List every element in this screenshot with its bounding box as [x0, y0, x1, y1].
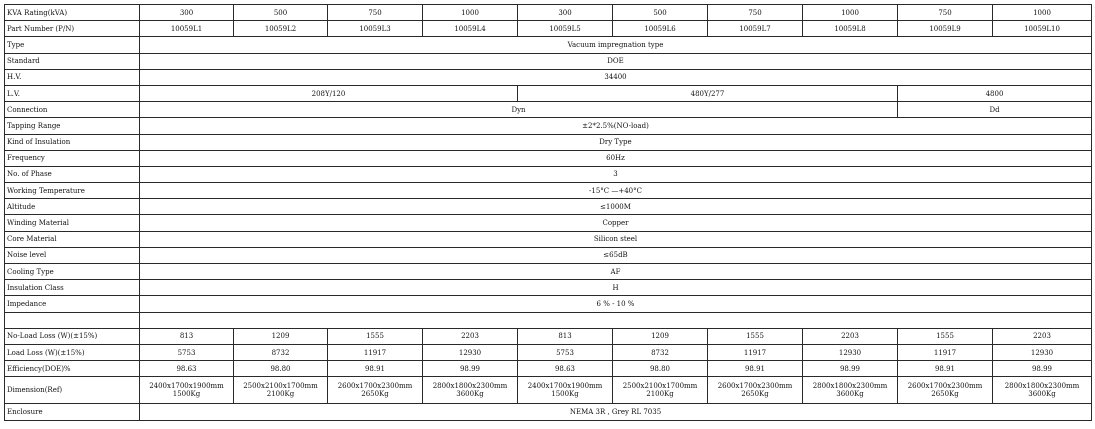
- dimension-cell: [423, 377, 518, 404]
- dimension-weight: 2100Kg: [646, 390, 674, 399]
- value-cell: 300: [140, 5, 234, 21]
- row-label: Core Material: [5, 231, 140, 247]
- value-cell: 1000: [993, 5, 1092, 21]
- row-label: Noise level: [5, 247, 140, 263]
- value-cell: 12930: [423, 344, 518, 360]
- table-row: [5, 231, 1092, 247]
- dimension-size: 2400x1700x1900mm: [149, 382, 224, 391]
- value-cell: 60Hz: [140, 150, 1092, 166]
- value-cell: 10059L5: [518, 21, 613, 37]
- table-row: [5, 361, 1092, 377]
- spec-table: [4, 4, 1092, 421]
- row-label: Efficiency(DOE)%: [5, 361, 140, 377]
- table-row: [5, 215, 1092, 231]
- row-label: H.V.: [5, 69, 140, 85]
- dimension-weight: 3600Kg: [456, 390, 484, 399]
- row-label: Insulation Class: [5, 280, 140, 296]
- row-label: Standard: [5, 53, 140, 69]
- value-cell: Copper: [140, 215, 1092, 231]
- value-cell: 34400: [140, 69, 1092, 85]
- value-cell: 98.63: [518, 361, 613, 377]
- table-row: [5, 102, 1092, 118]
- value-cell: 500: [613, 5, 708, 21]
- dimension-size: 2800x1800x2300mm: [1004, 382, 1080, 391]
- table-row: [5, 296, 1092, 312]
- value-cell: 2203: [803, 328, 898, 344]
- value-cell: 10059L2: [234, 21, 328, 37]
- row-label: Winding Material: [5, 215, 140, 231]
- row-label: Part Number (P/N): [5, 21, 140, 37]
- table-row: [5, 247, 1092, 263]
- value-cell: 10059L9: [898, 21, 993, 37]
- value-cell: 1000: [803, 5, 898, 21]
- dimension-cell: [613, 377, 708, 404]
- value-cell: 98.99: [423, 361, 518, 377]
- row-label: Impedance: [5, 296, 140, 312]
- value-cell: 12930: [803, 344, 898, 360]
- value-cell: 1555: [708, 328, 803, 344]
- value-cell: ±2*2.5%(NO-load): [140, 118, 1092, 134]
- value-cell: 10059L8: [803, 21, 898, 37]
- value-cell: 98.63: [140, 361, 234, 377]
- row-label: Connection: [5, 102, 140, 118]
- row-label: Enclosure: [5, 404, 140, 420]
- value-cell: -15°C —+40°C: [140, 183, 1092, 199]
- value-cell: Dry Type: [140, 134, 1092, 150]
- value-cell: 813: [140, 328, 234, 344]
- dimension-weight: 2650Kg: [931, 390, 959, 399]
- dimension-cell: [518, 377, 613, 404]
- value-cell: 1555: [328, 328, 423, 344]
- dimension-weight: 1500Kg: [551, 390, 579, 399]
- value-cell: DOE: [140, 53, 1092, 69]
- row-label: No. of Phase: [5, 166, 140, 182]
- table-row: [5, 5, 1092, 21]
- dimension-cell: [993, 377, 1092, 404]
- value-cell: 8732: [234, 344, 328, 360]
- value-cell: 208Y/120: [140, 85, 518, 101]
- dimension-size: 2600x1700x2300mm: [337, 382, 413, 391]
- dimension-size: 2400x1700x1900mm: [527, 382, 603, 391]
- value-cell: 98.91: [328, 361, 423, 377]
- row-label: Load Loss (W)(±15%): [5, 344, 140, 360]
- value-cell: 300: [518, 5, 613, 21]
- table-row: [5, 183, 1092, 199]
- value-cell: 11917: [328, 344, 423, 360]
- dimension-weight: 3600Kg: [836, 390, 864, 399]
- row-label: Kind of Insulation: [5, 134, 140, 150]
- value-cell: Silicon steel: [140, 231, 1092, 247]
- table-row: [5, 199, 1092, 215]
- dimension-cell: [803, 377, 898, 404]
- value-cell: NEMA 3R , Grey RL 7035: [140, 404, 1092, 420]
- dimension-cell: [140, 377, 234, 404]
- table-row: [5, 328, 1092, 344]
- table-row: [5, 404, 1092, 420]
- value-cell: 10059L3: [328, 21, 423, 37]
- table-row: [5, 344, 1092, 360]
- value-cell: 500: [234, 5, 328, 21]
- value-cell: 10059L7: [708, 21, 803, 37]
- value-cell: 750: [708, 5, 803, 21]
- row-label: Frequency: [5, 150, 140, 166]
- table-row: [5, 264, 1092, 280]
- value-cell: 98.99: [993, 361, 1092, 377]
- value-cell: 2203: [423, 328, 518, 344]
- row-label: Type: [5, 37, 140, 53]
- value-cell: 6 % - 10 %: [140, 296, 1092, 312]
- table-row: [5, 280, 1092, 296]
- dimension-cell: [708, 377, 803, 404]
- value-cell: Dyn: [140, 102, 898, 118]
- dimension-weight: 2650Kg: [741, 390, 769, 399]
- table-row: [5, 118, 1092, 134]
- table-row: [5, 85, 1092, 101]
- row-label: Working Temperature: [5, 183, 140, 199]
- row-label: L.V.: [5, 85, 140, 101]
- value-cell: Dd: [898, 102, 1092, 118]
- table-row: [5, 166, 1092, 182]
- row-label: KVA Rating(kVA): [5, 5, 140, 21]
- dimension-weight: 2100Kg: [266, 390, 295, 399]
- value-cell: 4800: [898, 85, 1092, 101]
- table-row: [5, 134, 1092, 150]
- dimension-size: 2500x2100x1700mm: [622, 382, 698, 391]
- dimension-weight: 3600Kg: [1028, 390, 1056, 399]
- value-cell: 8732: [613, 344, 708, 360]
- table-row: [5, 69, 1092, 85]
- dimension-size: 2600x1700x2300mm: [907, 382, 983, 391]
- value-cell: 5753: [140, 344, 234, 360]
- value-cell: 3: [140, 166, 1092, 182]
- value-cell: 98.91: [708, 361, 803, 377]
- value-cell: 98.80: [613, 361, 708, 377]
- value-cell: ≤65dB: [140, 247, 1092, 263]
- value-cell: 11917: [898, 344, 993, 360]
- value-cell: 10059L1: [140, 21, 234, 37]
- value-cell: 98.91: [898, 361, 993, 377]
- row-label: [5, 312, 140, 328]
- value-cell: 1000: [423, 5, 518, 21]
- table-row: [5, 150, 1092, 166]
- table-row: [5, 377, 1092, 404]
- value-cell: 11917: [708, 344, 803, 360]
- value-cell: 1209: [234, 328, 328, 344]
- value-cell: [140, 312, 1092, 328]
- dimension-cell: [328, 377, 423, 404]
- value-cell: 12930: [993, 344, 1092, 360]
- value-cell: 1555: [898, 328, 993, 344]
- value-cell: 813: [518, 328, 613, 344]
- dimension-weight: 2650Kg: [361, 390, 389, 399]
- value-cell: 750: [328, 5, 423, 21]
- dimension-size: 2600x1700x2300mm: [717, 382, 793, 391]
- spacer-row: [5, 312, 1092, 328]
- value-cell: AF: [140, 264, 1092, 280]
- value-cell: 10059L10: [993, 21, 1092, 37]
- value-cell: Vacuum impregnation type: [140, 37, 1092, 53]
- row-label: Dimension(Ref): [5, 377, 140, 404]
- value-cell: 10059L4: [423, 21, 518, 37]
- spec-table-body: [5, 5, 1092, 421]
- dimension-size: 2500x2100x1700mm: [243, 382, 318, 391]
- value-cell: 98.99: [803, 361, 898, 377]
- value-cell: 750: [898, 5, 993, 21]
- dimension-cell: [234, 377, 328, 404]
- value-cell: ≤1000M: [140, 199, 1092, 215]
- row-label: Altitude: [5, 199, 140, 215]
- table-row: [5, 37, 1092, 53]
- dimension-cell: [898, 377, 993, 404]
- row-label: No-Load Loss (W)(±15%): [5, 328, 140, 344]
- value-cell: 2203: [993, 328, 1092, 344]
- value-cell: 480Y/277: [518, 85, 898, 101]
- dimension-size: 2800x1800x2300mm: [812, 382, 888, 391]
- row-label: Cooling Type: [5, 264, 140, 280]
- value-cell: 1209: [613, 328, 708, 344]
- value-cell: H: [140, 280, 1092, 296]
- row-label: Tapping Range: [5, 118, 140, 134]
- dimension-weight: 1500Kg: [172, 390, 201, 399]
- table-row: [5, 21, 1092, 37]
- value-cell: 5753: [518, 344, 613, 360]
- value-cell: 10059L6: [613, 21, 708, 37]
- table-row: [5, 53, 1092, 69]
- value-cell: 98.80: [234, 361, 328, 377]
- dimension-size: 2800x1800x2300mm: [432, 382, 508, 391]
